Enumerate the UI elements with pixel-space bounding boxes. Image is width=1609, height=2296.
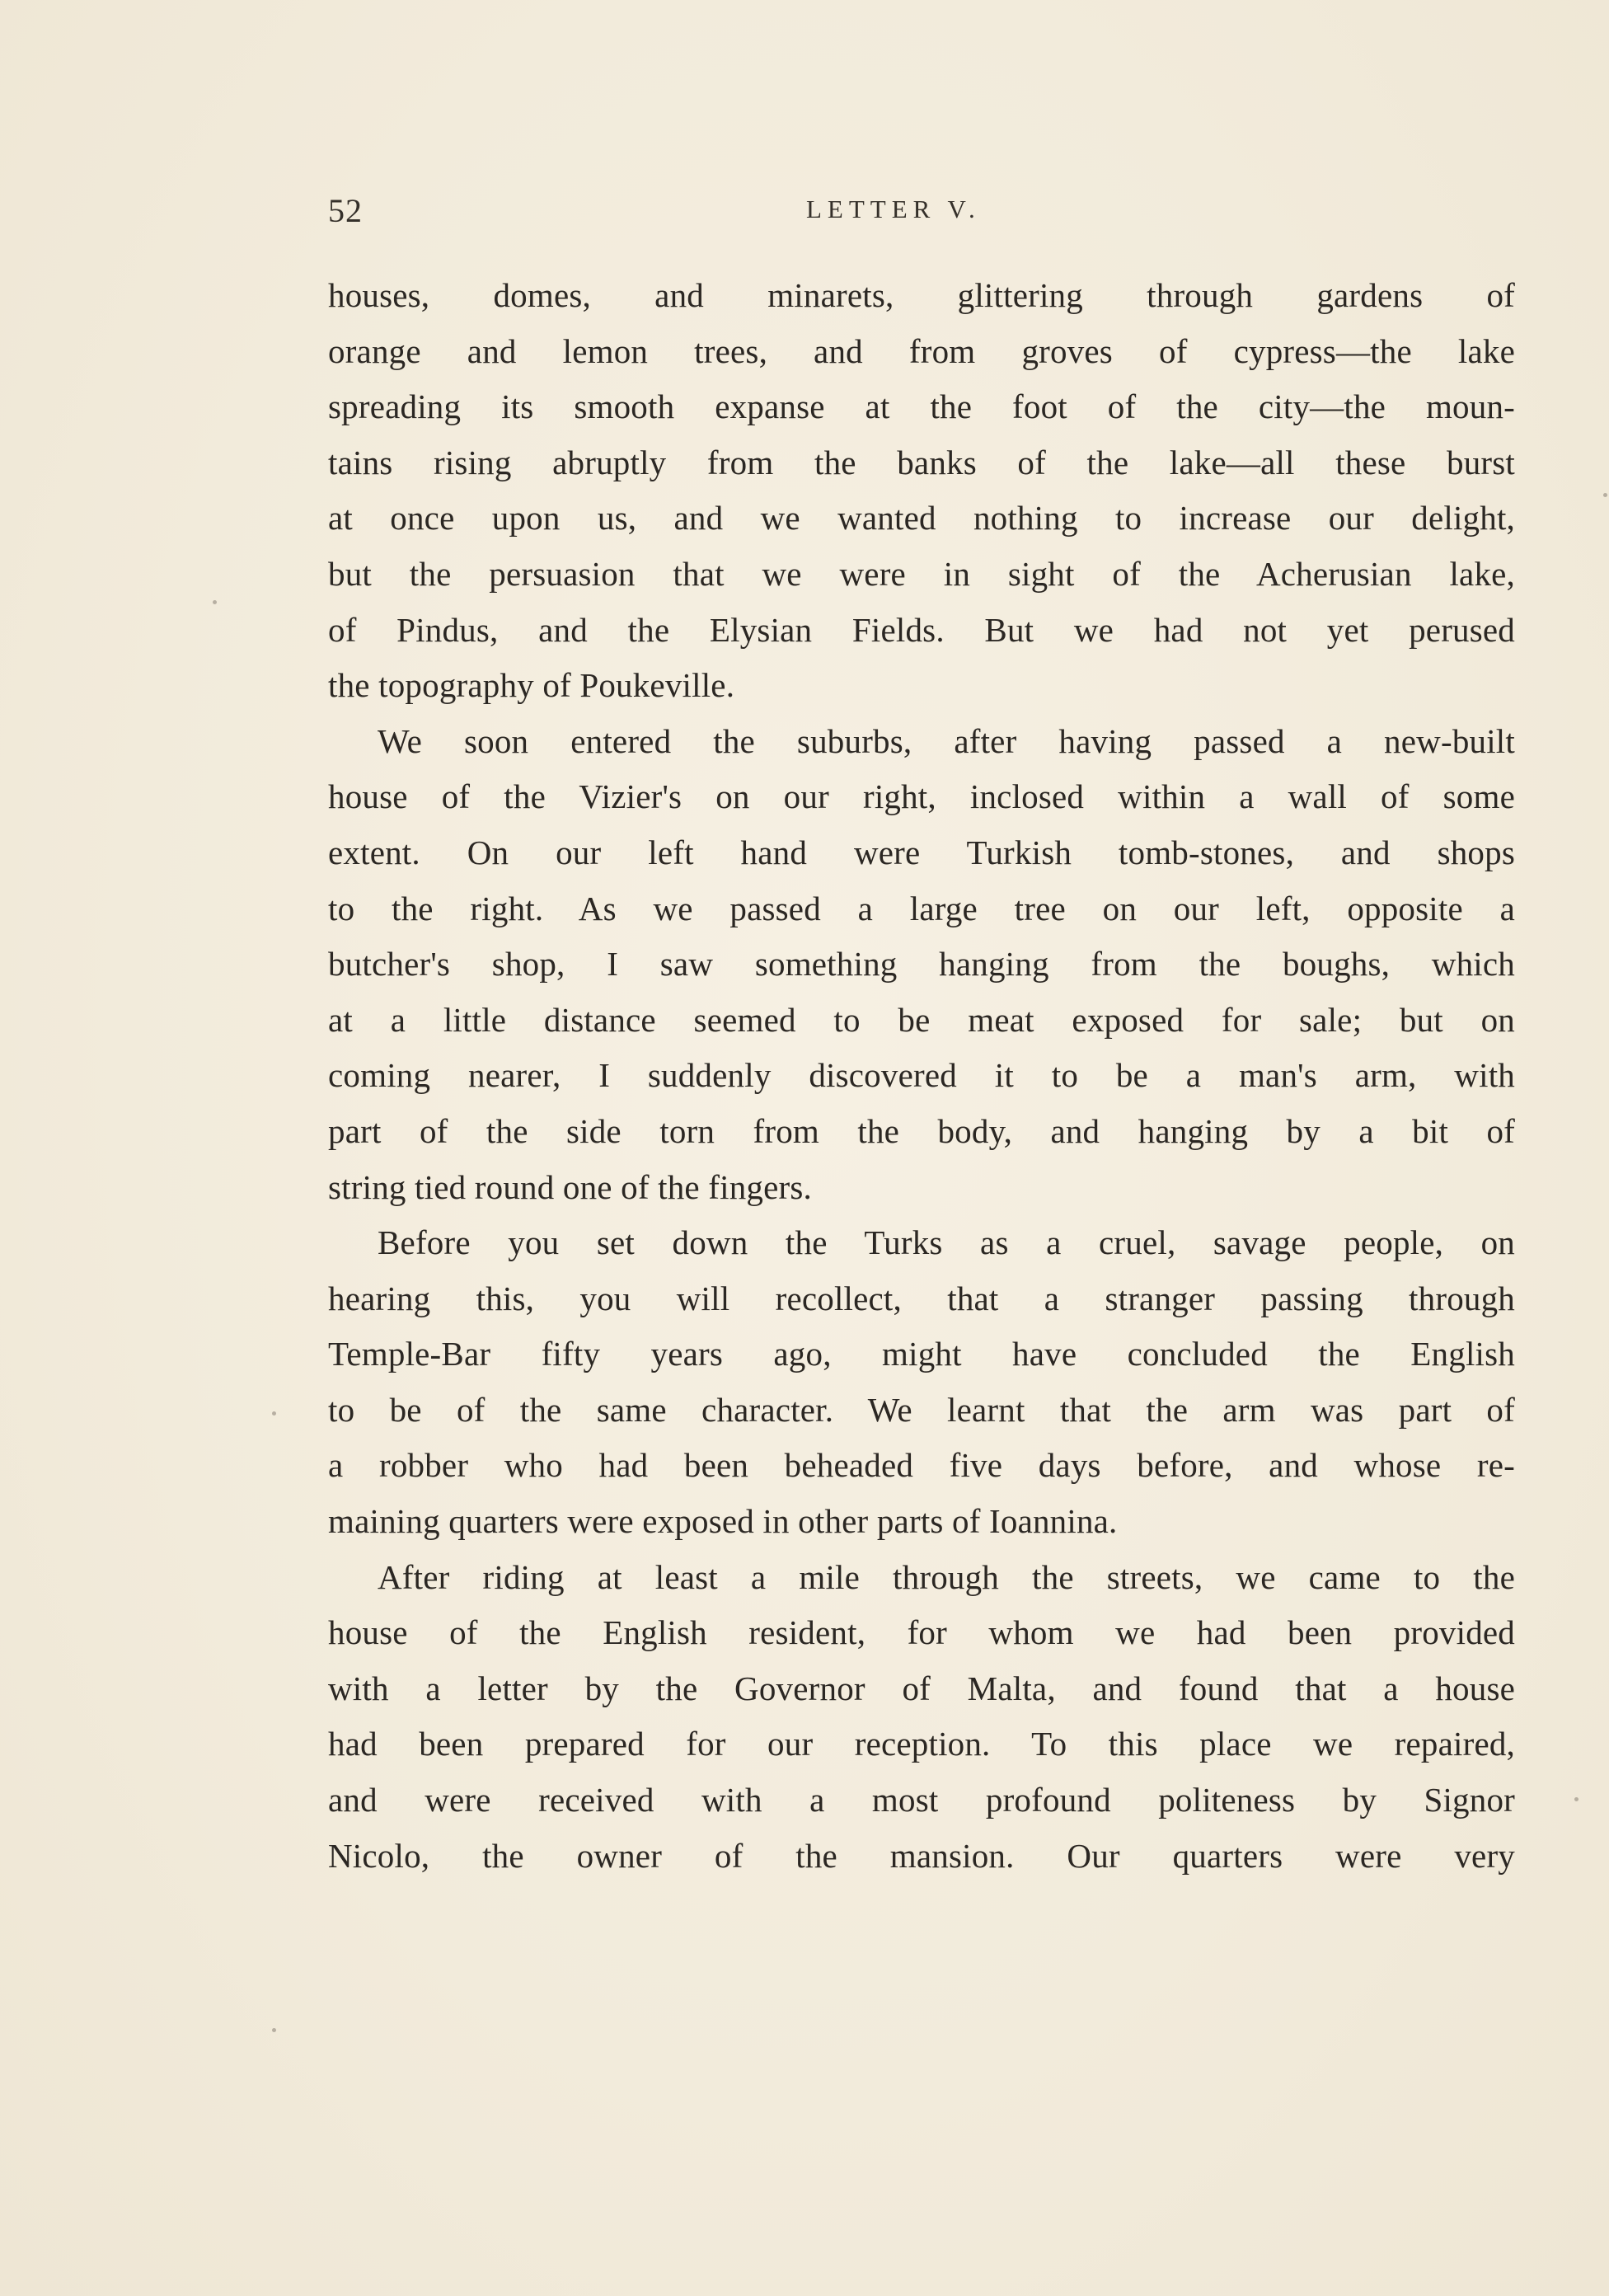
paper-speck: [272, 1411, 276, 1416]
text-line: a robber who had been beheaded five days before, and whose re-: [328, 1446, 1515, 1485]
text-line: tains rising abruptly from the banks of the lake—all these burst: [328, 443, 1515, 481]
text-line: orange and lemon trees, and from groves of cypress—the lake: [328, 331, 1515, 370]
text-line: maining quarters were exposed in other parts of Ioannina.: [328, 1502, 1118, 1541]
paragraph-first-line: After riding at least a mile through the streets, we came to the: [378, 1557, 1515, 1596]
text-line: spreading its smooth expanse at the foot of the city—the moun-: [328, 387, 1515, 426]
text-line: Temple-Bar fifty years ago, might have concluded the English: [328, 1335, 1515, 1373]
paper-speck: [1574, 1797, 1579, 1801]
text-line: with a letter by the Governor of Malta, and found that a house: [328, 1669, 1515, 1707]
text-line: Nicolo, the owner of the mansion. Our quarters were very: [328, 1836, 1515, 1875]
body-text: [328, 268, 1515, 1884]
paragraph-first-line: Before you set down the Turks as a cruel, savage people, on: [378, 1223, 1515, 1262]
text-line: hearing this, you will recollect, that a stranger passing through: [328, 1279, 1515, 1317]
text-line: had been prepared for our reception. To this place we repaired,: [328, 1725, 1515, 1763]
paragraph-first-line: We soon entered the suburbs, after having passed a new-built: [378, 721, 1515, 760]
text-line: coming nearer, I suddenly discovered it to be a man's arm, with: [328, 1056, 1515, 1095]
text-line: but the persuasion that we were in sight of the Acherusian lake,: [328, 554, 1515, 593]
text-line: the topography of Poukeville.: [328, 666, 735, 705]
text-line: extent. On our left hand were Turkish tomb-stones, and shops: [328, 833, 1515, 871]
page-number: 52: [328, 192, 363, 229]
text-line: at once upon us, and we wanted nothing to increase our delight,: [328, 499, 1515, 538]
text-line: part of the side torn from the body, and hanging by a bit of: [328, 1111, 1515, 1150]
paper-speck: [213, 600, 217, 604]
text-line: of Pindus, and the Elysian Fields. But we had not yet perused: [328, 610, 1515, 649]
paper-speck: [272, 2028, 276, 2032]
text-line: string tied round one of the fingers.: [328, 1167, 812, 1206]
text-line: and were received with a most profound politeness by Signor: [328, 1781, 1515, 1819]
text-line: house of the English resident, for whom we had been provided: [328, 1613, 1515, 1652]
text-line: to the right. As we passed a large tree on our left, opposite a: [328, 889, 1515, 927]
text-line: butcher's shop, I saw something hanging from the boughs, which: [328, 945, 1515, 984]
paper-speck: [1603, 493, 1607, 497]
running-head: LETTER V.: [806, 195, 981, 223]
text-line: houses, domes, and minarets, glittering through gardens of: [328, 276, 1515, 314]
page-header: [328, 191, 1515, 241]
text-line: house of the Vizier's on our right, inclosed within a wall of some: [328, 777, 1515, 816]
text-line: to be of the same character. We learnt that the arm was part of: [328, 1390, 1515, 1429]
text-line: at a little distance seemed to be meat exposed for sale; but on: [328, 1000, 1515, 1039]
